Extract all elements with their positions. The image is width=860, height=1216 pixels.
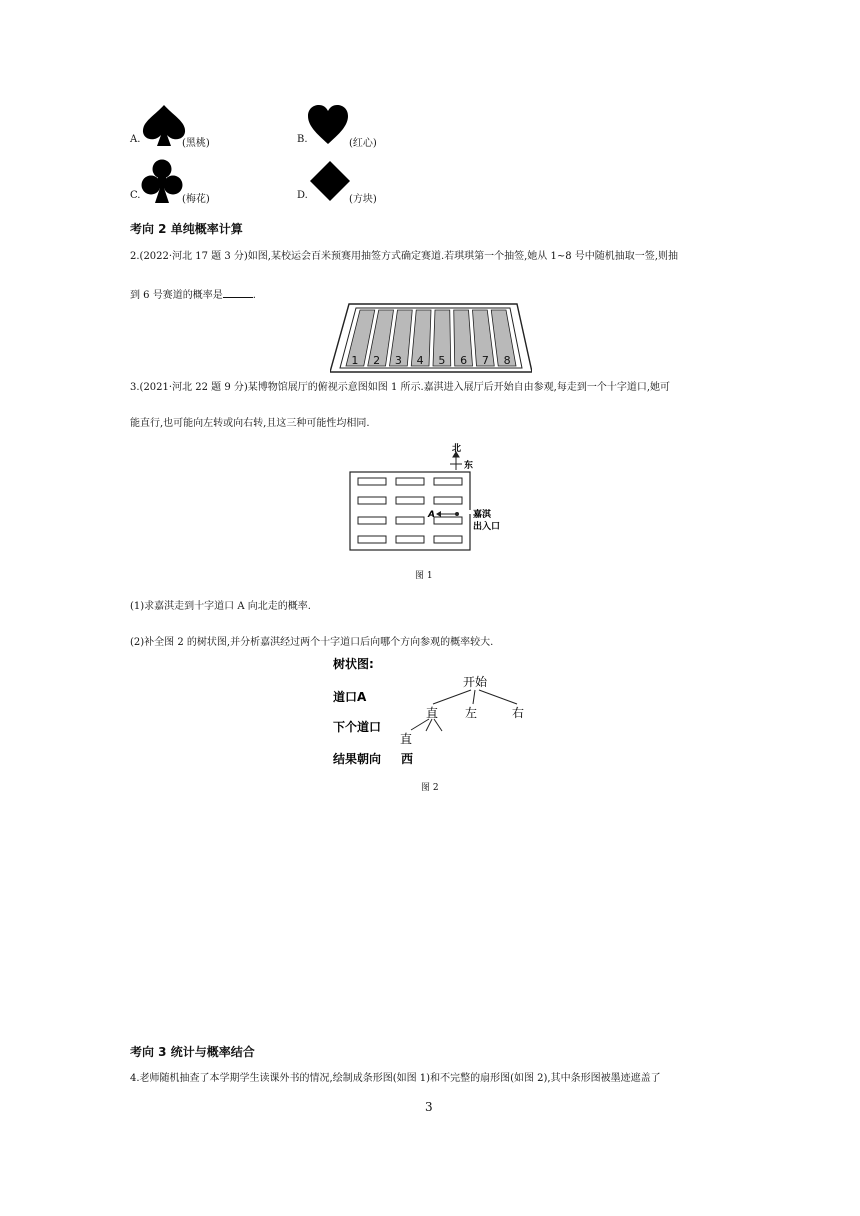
- option-a-letter: A.: [130, 134, 141, 145]
- tree-diagram: [325, 652, 545, 772]
- track-figure: [330, 302, 532, 374]
- row-label-final-direction: 结果朝向: [333, 752, 382, 766]
- lane-number: 6: [460, 354, 468, 367]
- option-d: [297, 158, 437, 206]
- point-a-label: A: [428, 510, 435, 520]
- tree-title: 树状图:: [333, 657, 374, 671]
- lane-number: 7: [481, 354, 489, 367]
- q2-line2: [130, 286, 256, 303]
- sub-branch-straight: 直: [400, 732, 413, 746]
- spade-icon: [140, 102, 188, 148]
- option-a-note: (黑桃): [182, 138, 210, 149]
- option-a: [130, 102, 270, 150]
- q4-line1: 4.老师随机抽查了本学期学生读课外书的情况,绘制成条形图(如图 1)和不完整的扇形图(如图 2),其中条形图被墨迹遮盖了: [130, 1073, 661, 1084]
- answer-blank[interactable]: [223, 286, 253, 298]
- row-label-crossing-a: 道口A: [333, 690, 367, 704]
- figure-2-caption: 图 2: [421, 783, 439, 793]
- option-b-note: (红心): [349, 138, 377, 149]
- q3-line2: 能直行,也可能向左转或向右转,且这三种可能性均相同.: [130, 418, 370, 429]
- lane-number: 1: [351, 354, 359, 367]
- row-label-next-crossing: 下个道口: [333, 720, 382, 734]
- option-b: [297, 102, 437, 150]
- lane-number: 8: [503, 354, 511, 367]
- entrance-label: 出入口: [473, 522, 501, 532]
- compass-north-label: 北: [452, 444, 462, 454]
- club-icon: [140, 158, 184, 204]
- q2-line2-end: .: [252, 290, 256, 301]
- result-west: 西: [401, 752, 414, 766]
- tree-root: 开始: [463, 675, 488, 689]
- lane-number: 4: [416, 354, 424, 367]
- branch-straight: 直: [426, 706, 439, 720]
- page-number: 3: [425, 1100, 433, 1114]
- q2-line2-text: 到 6 号赛道的概率是: [130, 290, 223, 301]
- q3-line1: 3.(2021·河北 22 题 9 分)某博物馆展厅的俯视示意图如图 1 所示.嘉淇进入展厅后开始自由参观,每走到一个十字道口,她可: [130, 382, 671, 393]
- branch-right: 右: [512, 706, 525, 720]
- q3-subquestion-2: (2)补全图 2 的树状图,并分析嘉淇经过两个十字道口后向哪个方向参观的概率较大.: [130, 637, 494, 648]
- q3-subquestion-1: (1)求嘉淇走到十字道口 A 向北走的概率.: [130, 601, 311, 612]
- compass-icon: [450, 452, 462, 470]
- lane-number: 3: [394, 354, 402, 367]
- branch-left: 左: [465, 706, 478, 720]
- option-c: [130, 158, 270, 206]
- museum-floor-plan: [340, 440, 520, 554]
- jiaqi-label: 嘉淇: [473, 510, 492, 520]
- option-d-letter: D.: [297, 190, 308, 201]
- heart-icon: [307, 104, 349, 146]
- section-2-heading: 考向 2 单纯概率计算: [130, 222, 243, 236]
- option-c-note: (梅花): [182, 194, 210, 205]
- figure-1-caption: 图 1: [415, 571, 433, 581]
- q2-line1: 2.(2022·河北 17 题 3 分)如图,某校运会百米预赛用抽签方式确定赛道.若琪琪第一个抽签,她从 1~8 号中随机抽取一签,则抽: [130, 251, 678, 262]
- lane-number: 5: [438, 354, 446, 367]
- option-c-letter: C.: [130, 190, 141, 201]
- diamond-icon: [309, 160, 351, 202]
- option-b-letter: B.: [297, 134, 308, 145]
- option-d-note: (方块): [349, 194, 377, 205]
- compass-east-label: 东: [464, 461, 474, 471]
- lane-number: 2: [373, 354, 381, 367]
- section-3-heading: 考向 3 统计与概率结合: [130, 1045, 255, 1059]
